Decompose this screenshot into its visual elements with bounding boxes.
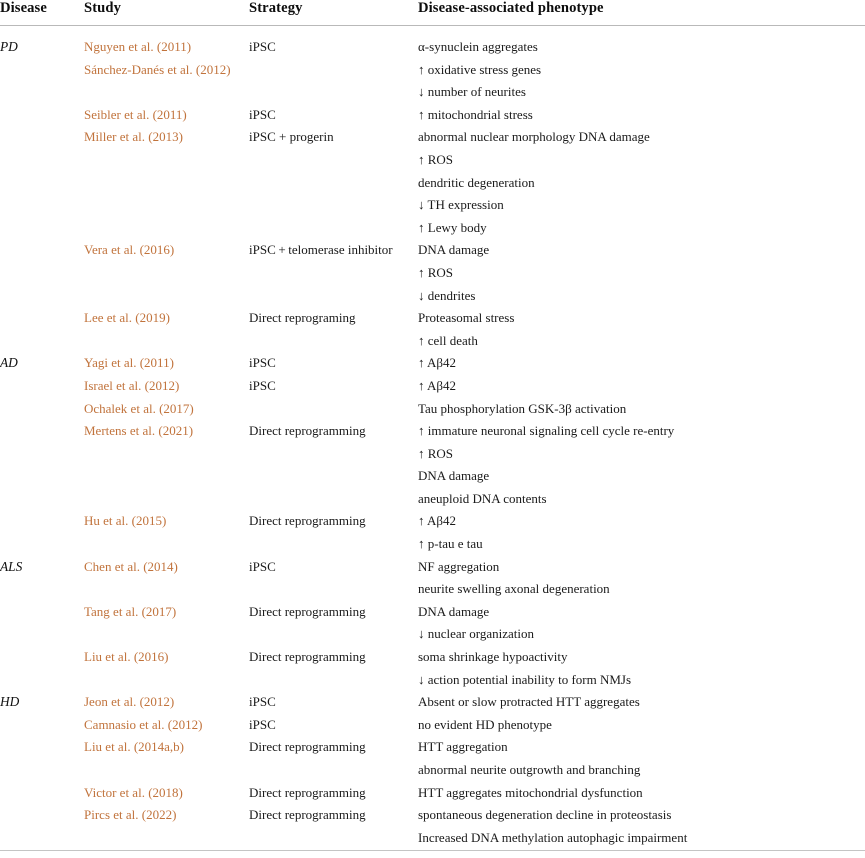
phenotype-label: soma shrinkage hypoactivity: [418, 649, 568, 665]
study-reference[interactable]: [84, 488, 249, 511]
disease-label: [0, 510, 84, 533]
strategy-label: [249, 81, 418, 104]
phenotype-label: Absent or slow protracted HTT aggregates: [418, 694, 640, 710]
study-reference[interactable]: [84, 465, 249, 488]
table-row: [0, 104, 865, 127]
study-reference[interactable]: Mertens et al. (2021): [84, 423, 194, 439]
disease-label: [0, 59, 84, 82]
study-reference[interactable]: [84, 623, 249, 646]
study-reference[interactable]: Hu et al. (2015): [84, 513, 167, 529]
study-reference[interactable]: Pircs et al. (2022): [84, 807, 177, 823]
study-reference[interactable]: [84, 81, 249, 104]
phenotype-label: ↑ ROS: [418, 151, 454, 167]
disease-label: [0, 217, 84, 240]
study-reference[interactable]: Jeon et al. (2012): [84, 694, 175, 710]
disease-label: [0, 804, 84, 827]
table-row: [0, 398, 865, 421]
phenotype-label: Tau phosphorylation GSK-3β activation: [418, 400, 627, 416]
phenotype-label: Proteasomal stress: [418, 310, 515, 326]
study-reference[interactable]: [84, 172, 249, 195]
strategy-label: Direct reprogramming: [249, 603, 366, 619]
column-header-disease: Disease: [0, 0, 47, 16]
strategy-label: [249, 330, 418, 353]
strategy-label: [249, 623, 418, 646]
study-reference[interactable]: [84, 194, 249, 217]
strategy-label: [249, 759, 418, 782]
table-body: [0, 26, 865, 850]
disease-label: [0, 782, 84, 805]
header-gap-spacer: [0, 26, 865, 37]
strategy-label: [249, 398, 418, 421]
phenotype-label: ↑ Aβ42: [418, 377, 457, 393]
table-row: [0, 759, 865, 782]
strategy-label: [249, 194, 418, 217]
strategy-label: Direct reprogramming: [249, 739, 366, 755]
table-row: [0, 533, 865, 556]
phenotype-label: abnormal nuclear morphology DNA damage: [418, 129, 650, 145]
phenotype-label: DNA damage: [418, 468, 490, 484]
disease-label: [0, 285, 84, 308]
disease-label: [0, 330, 84, 353]
phenotype-label: ↓ TH expression: [418, 197, 504, 213]
strategy-label: iPSC: [249, 694, 276, 710]
table-bottom-rule: [0, 850, 865, 851]
table-row: [0, 443, 865, 466]
disease-label: [0, 420, 84, 443]
phenotype-label: ↑ oxidative stress genes: [418, 61, 542, 77]
strategy-label: iPSC: [249, 377, 276, 393]
disease-label: PD: [0, 39, 18, 54]
study-reference[interactable]: [84, 443, 249, 466]
phenotype-label: ↑ ROS: [418, 264, 454, 280]
disease-label: [0, 646, 84, 669]
phenotype-label: ↑ cell death: [418, 332, 478, 348]
phenotype-label: no evident HD phenotype: [418, 716, 552, 732]
disease-label: [0, 623, 84, 646]
phenotype-label: DNA damage: [418, 242, 490, 258]
strategy-label: [249, 465, 418, 488]
strategy-label: Direct reprogramming: [249, 807, 366, 823]
strategy-label: iPSC: [249, 39, 276, 54]
table-row: [0, 827, 865, 850]
table-row: [0, 375, 865, 398]
disease-label: [0, 262, 84, 285]
column-header-study: Study: [84, 0, 122, 16]
disease-label: [0, 578, 84, 601]
study-reference[interactable]: Chen et al. (2014): [84, 558, 178, 574]
study-reference[interactable]: [84, 149, 249, 172]
phenotype-label: Increased DNA methylation autophagic impairment: [418, 829, 688, 845]
strategy-label: iPSC: [249, 558, 276, 574]
strategy-label: [249, 262, 418, 285]
disease-label: [0, 81, 84, 104]
disease-label: [0, 443, 84, 466]
strategy-label: [249, 533, 418, 556]
study-reference[interactable]: Liu et al. (2014a,b): [84, 739, 184, 755]
disease-label: [0, 307, 84, 330]
study-reference[interactable]: [84, 827, 249, 850]
disease-label: [0, 149, 84, 172]
table-row: [0, 601, 865, 624]
disease-label: [0, 736, 84, 759]
study-reference[interactable]: [84, 533, 249, 556]
disease-label: [0, 194, 84, 217]
table-row: [0, 285, 865, 308]
table-row: [0, 172, 865, 195]
study-reference[interactable]: Nguyen et al. (2011): [84, 39, 192, 54]
study-reference[interactable]: Israel et al. (2012): [84, 377, 180, 393]
strategy-label: iPSC + progerin: [249, 129, 334, 145]
study-reference[interactable]: Yagi et al. (2011): [84, 355, 174, 371]
study-reference[interactable]: Sánchez-Danés et al. (2012): [84, 61, 231, 77]
phenotype-label: abnormal neurite outgrowth and branching: [418, 762, 641, 777]
study-reference[interactable]: Tang et al. (2017): [84, 603, 177, 619]
strategy-label: iPSC: [249, 716, 276, 732]
table-row: [0, 194, 865, 217]
phenotype-label: ↑ Lewy body: [418, 219, 487, 235]
strategy-label: Direct reprogramming: [249, 784, 366, 800]
strategy-label: Direct reprogramming: [249, 423, 366, 439]
strategy-label: [249, 172, 418, 195]
disease-label: [0, 759, 84, 782]
phenotype-label: spontaneous degeneration decline in proteostasis: [418, 807, 672, 823]
table-row: [0, 510, 865, 533]
table-row: [0, 691, 865, 714]
study-reference[interactable]: [84, 262, 249, 285]
table-row: [0, 669, 865, 692]
phenotype-label: DNA damage: [418, 603, 490, 619]
phenotype-label: ↑ mitochondrial stress: [418, 106, 533, 122]
table-row: [0, 262, 865, 285]
disease-label: [0, 375, 84, 398]
phenotype-label: ↑ Aβ42: [418, 355, 457, 371]
strategy-label: [249, 578, 418, 601]
strategy-label: Direct reprogramming: [249, 513, 366, 529]
study-reference[interactable]: Lee et al. (2019): [84, 310, 170, 326]
disease-label: [0, 533, 84, 556]
table-row: [0, 330, 865, 353]
table-row: [0, 59, 865, 82]
table-row: [0, 556, 865, 579]
phenotype-label: HTT aggregates mitochondrial dysfunction: [418, 784, 643, 800]
study-reference[interactable]: [84, 330, 249, 353]
table-row: [0, 782, 865, 805]
table-row: [0, 714, 865, 737]
study-reference[interactable]: Seibler et al. (2011): [84, 106, 187, 122]
study-reference[interactable]: Victor et al. (2018): [84, 784, 183, 800]
disease-label: [0, 827, 84, 850]
phenotype-label: ↑ p-tau e tau: [418, 536, 483, 552]
phenotype-label: ↑ immature neuronal signaling cell cycle re-entry: [418, 423, 675, 439]
disease-label: [0, 239, 84, 262]
disease-label: [0, 398, 84, 421]
study-reference[interactable]: Ochalek et al. (2017): [84, 400, 194, 416]
table-row: [0, 488, 865, 511]
phenotype-label: α-synuclein aggregates: [418, 39, 538, 54]
phenotype-label: ↓ number of neurites: [418, 84, 526, 100]
phenotype-label: ↓ dendrites: [418, 287, 476, 303]
strategy-label: iPSC + telomerase inhibitor: [249, 242, 393, 258]
table-row: [0, 804, 865, 827]
strategy-label: Direct reprograming: [249, 310, 356, 326]
phenotype-label: ↓ action potential inability to form NMJs: [418, 671, 632, 687]
phenotype-label: neurite swelling axonal degeneration: [418, 581, 610, 597]
table-row: [0, 352, 865, 375]
phenotype-label: dendritic degeneration: [418, 174, 535, 190]
disease-label: HD: [0, 694, 20, 710]
strategy-label: [249, 149, 418, 172]
table-header: [0, 0, 865, 26]
disease-label: ALS: [0, 558, 23, 574]
phenotype-label: HTT aggregation: [418, 739, 508, 755]
study-reference[interactable]: [84, 669, 249, 692]
strategy-label: [249, 827, 418, 850]
strategy-label: [249, 285, 418, 308]
disease-label: [0, 601, 84, 624]
study-reference[interactable]: Camnasio et al. (2012): [84, 716, 203, 732]
study-reference[interactable]: [84, 217, 249, 240]
table-row: [0, 736, 865, 759]
column-header-strategy: Strategy: [249, 0, 303, 16]
disease-label: [0, 172, 84, 195]
table-row: [0, 149, 865, 172]
table-row: [0, 217, 865, 240]
study-reference[interactable]: [84, 285, 249, 308]
strategy-label: [249, 443, 418, 466]
column-header-phenotype: Disease-associated phenotype: [418, 0, 604, 16]
table-row: [0, 239, 865, 262]
strategy-label: [249, 488, 418, 511]
table-row: [0, 623, 865, 646]
phenotype-label: ↑ Aβ42: [418, 513, 457, 529]
disease-label: [0, 488, 84, 511]
table-row: [0, 307, 865, 330]
strategy-label: [249, 217, 418, 240]
disease-label: [0, 104, 84, 127]
disease-label: AD: [0, 355, 18, 371]
table-row: [0, 646, 865, 669]
study-reference[interactable]: [84, 759, 249, 782]
study-reference[interactable]: Liu et al. (2016): [84, 649, 169, 665]
study-reference[interactable]: Miller et al. (2013): [84, 129, 183, 145]
disease-label: [0, 714, 84, 737]
strategy-label: [249, 59, 418, 82]
table-row: [0, 578, 865, 601]
phenotype-label: NF aggregation: [418, 558, 500, 574]
table-row: [0, 420, 865, 443]
table-row: [0, 126, 865, 149]
disease-label: [0, 465, 84, 488]
disease-label: [0, 126, 84, 149]
table-row: [0, 81, 865, 104]
disease-label: [0, 669, 84, 692]
phenotype-label: ↓ nuclear organization: [418, 626, 534, 642]
strategy-label: iPSC: [249, 106, 276, 122]
phenotype-label: aneuploid DNA contents: [418, 490, 547, 506]
table-row: [0, 36, 865, 59]
study-reference[interactable]: [84, 578, 249, 601]
strategy-label: iPSC: [249, 355, 276, 371]
study-reference[interactable]: Vera et al. (2016): [84, 242, 175, 258]
phenotype-label: ↑ ROS: [418, 445, 454, 461]
table-row: [0, 465, 865, 488]
strategy-label: [249, 669, 418, 692]
table-header-row: [0, 0, 865, 26]
strategy-label: Direct reprogramming: [249, 649, 366, 665]
